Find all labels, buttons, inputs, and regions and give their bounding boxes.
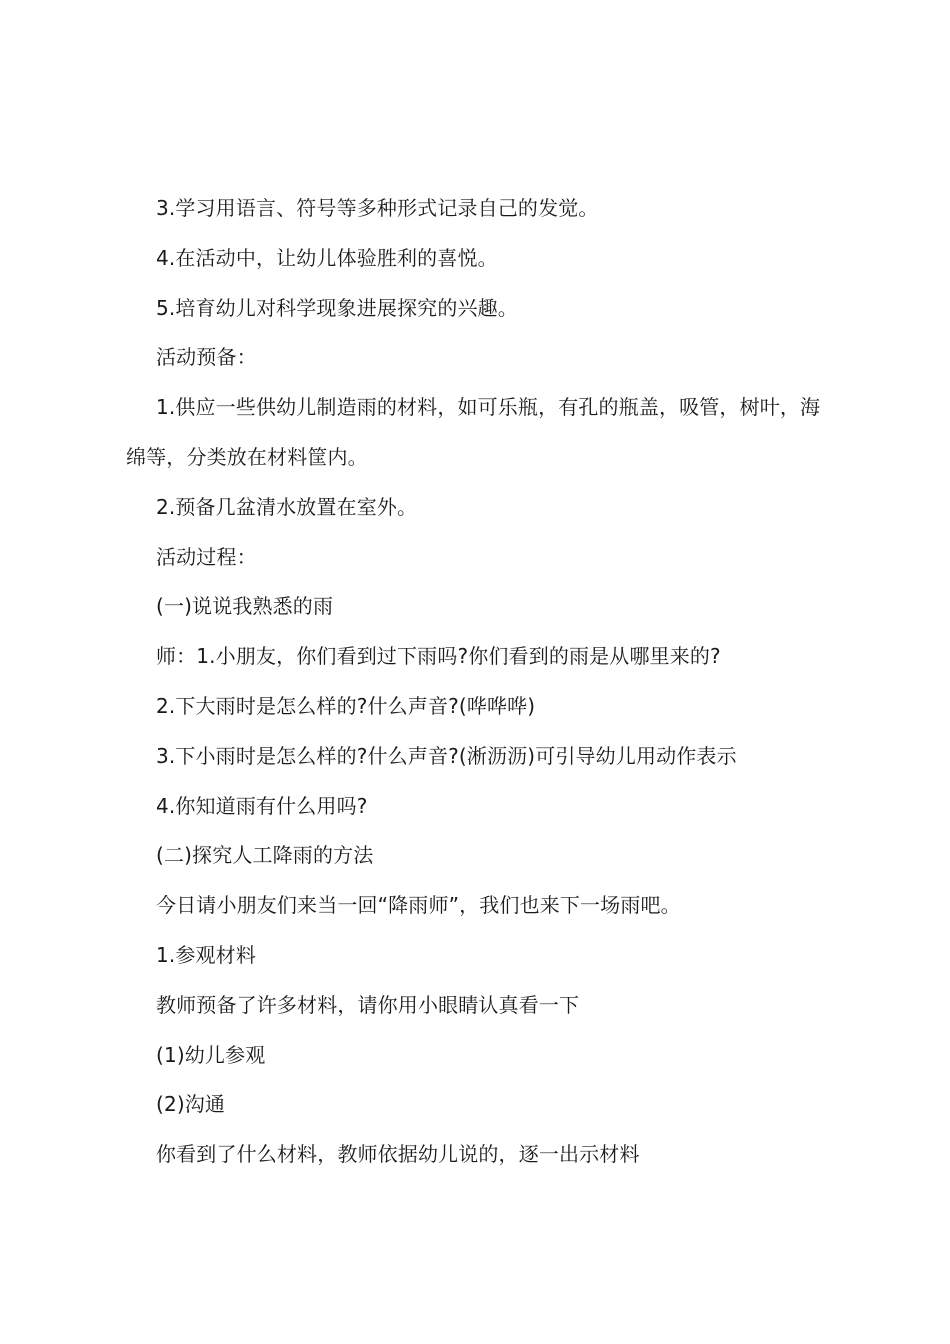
- paragraph-substep-1: (1)幼儿参观: [156, 1042, 266, 1067]
- paragraph-goal-5: 5.培育幼儿对科学现象进展探究的兴趣。: [156, 295, 518, 320]
- subheading-part-2: (二)探究人工降雨的方法: [156, 843, 374, 868]
- paragraph-step-1: 1.参观材料: [156, 942, 256, 967]
- paragraph-preparation-2: 2.预备几盆清水放置在室外。: [156, 494, 418, 519]
- subheading-part-1: (一)说说我熟悉的雨: [156, 594, 334, 619]
- paragraph-question-4: 4.你知道雨有什么用吗?: [156, 793, 368, 818]
- section-heading-preparation: 活动预备：: [156, 345, 257, 370]
- document-body: [126, 184, 836, 1180]
- section-heading-process: 活动过程：: [156, 544, 257, 569]
- paragraph-goal-3: 3.学习用语言、符号等多种形式记录自己的发觉。: [156, 196, 599, 220]
- paragraph-question-1: 师：1.小朋友，你们看到过下雨吗?你们看到的雨是从哪里来的?: [156, 644, 721, 669]
- paragraph-preparation-1: 1.供应一些供幼儿制造雨的材料，如可乐瓶，有孔的瓶盖，吸管，树叶，海绵等，分类放在材料筐内。: [126, 395, 821, 469]
- paragraph-question-2: 2.下大雨时是怎么样的?什么声音?(哗哗哗): [156, 693, 536, 718]
- paragraph-intro: 今日请小朋友们来当一回“降雨师”，我们也来下一场雨吧。: [156, 893, 681, 918]
- paragraph-substep-2: (2)沟通: [156, 1092, 226, 1117]
- paragraph-materials-shown: 你看到了什么材料，教师依据幼儿说的，逐一出示材料: [156, 1142, 640, 1167]
- paragraph-teacher-note: 教师预备了许多材料，请你用小眼睛认真看一下: [156, 992, 580, 1017]
- paragraph-goal-4: 4.在活动中，让幼儿体验胜利的喜悦。: [156, 245, 498, 270]
- paragraph-question-3: 3.下小雨时是怎么样的?什么声音?(淅沥沥)可引导幼儿用动作表示: [156, 743, 737, 768]
